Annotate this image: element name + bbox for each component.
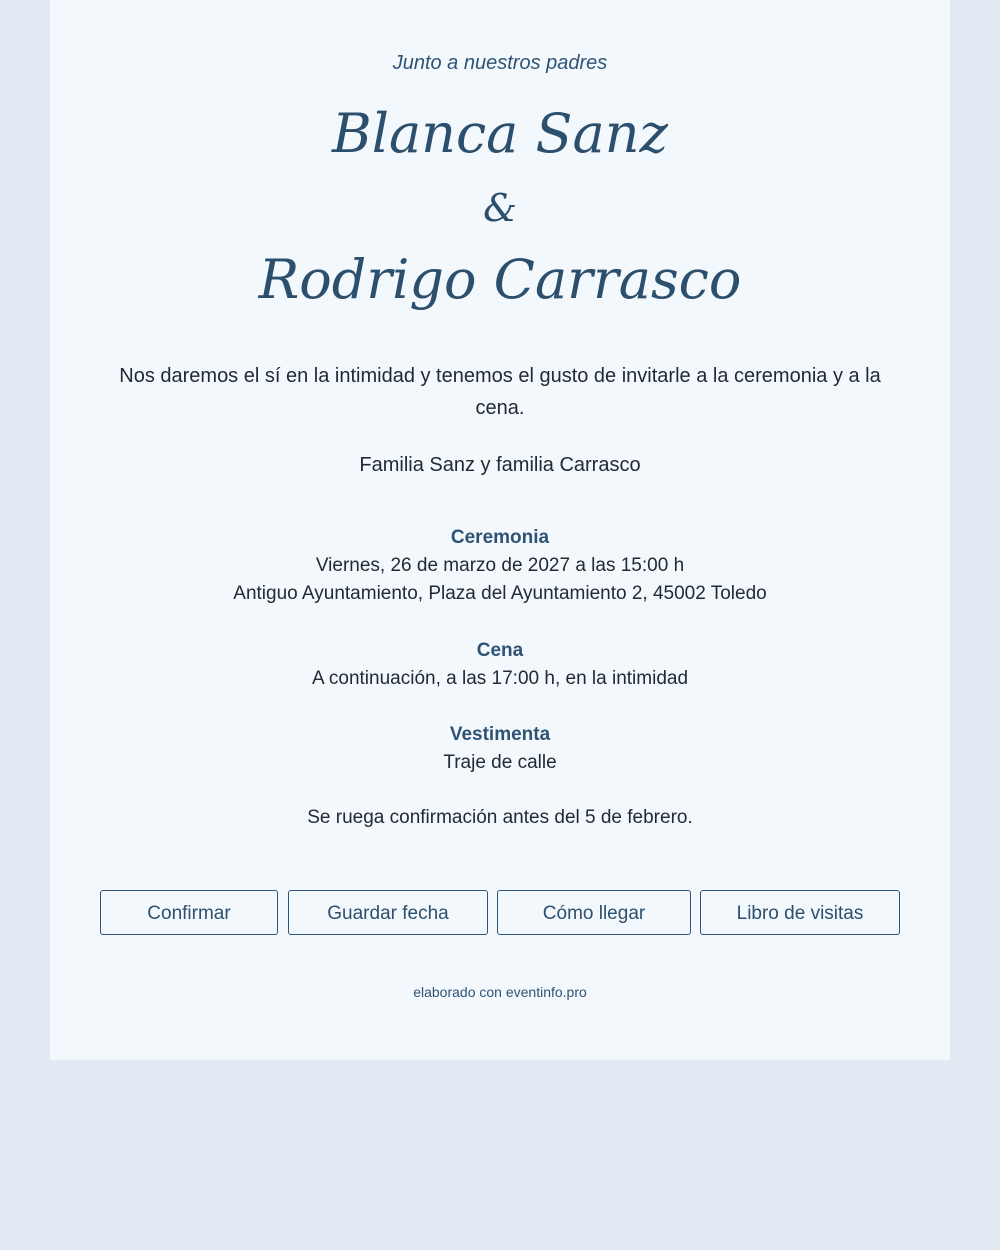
footer <box>50 984 950 1000</box>
ceremony-datetime: Viernes, 26 de marzo de 2027 a las 15:00 h <box>315 555 685 576</box>
dinner-details: A continuación, a las 17:00 h, en la intimidad <box>311 668 689 689</box>
attire-heading: Vestimenta <box>449 724 551 745</box>
dinner-heading: Cena <box>476 640 524 661</box>
attire-section <box>50 721 950 777</box>
invitation-message: Nos daremos el sí en la intimidad y tenemos el gusto de invitarle a la ceremonia y a la cena. <box>119 365 881 419</box>
invitation-card <box>50 0 950 1060</box>
save-date-button[interactable]: Guardar fecha <box>288 890 488 935</box>
directions-button[interactable]: Cómo llegar <box>497 890 691 935</box>
groom-name: Rodrigo Carrasco <box>258 248 742 311</box>
ceremony-section <box>50 524 950 608</box>
footer-link[interactable]: eventinfo.pro <box>505 984 587 1000</box>
dinner-section <box>50 637 950 693</box>
intro-text: Junto a nuestros padres <box>392 52 608 74</box>
bride-name: Blanca Sanz <box>332 102 668 165</box>
families-signature: Familia Sanz y familia Carrasco <box>359 454 641 476</box>
rsvp-note: Se ruega confirmación antes del 5 de febrero. <box>307 807 693 828</box>
footer-prefix: elaborado con <box>413 984 506 1000</box>
ceremony-location: Antiguo Ayuntamiento, Plaza del Ayuntamiento 2, 45002 Toledo <box>233 583 767 604</box>
ampersand: & <box>483 186 517 230</box>
attire-details: Traje de calle <box>443 752 557 773</box>
ceremony-heading: Ceremonia <box>450 527 550 548</box>
guestbook-button[interactable]: Libro de visitas <box>700 890 900 935</box>
confirm-button[interactable]: Confirmar <box>100 890 278 935</box>
